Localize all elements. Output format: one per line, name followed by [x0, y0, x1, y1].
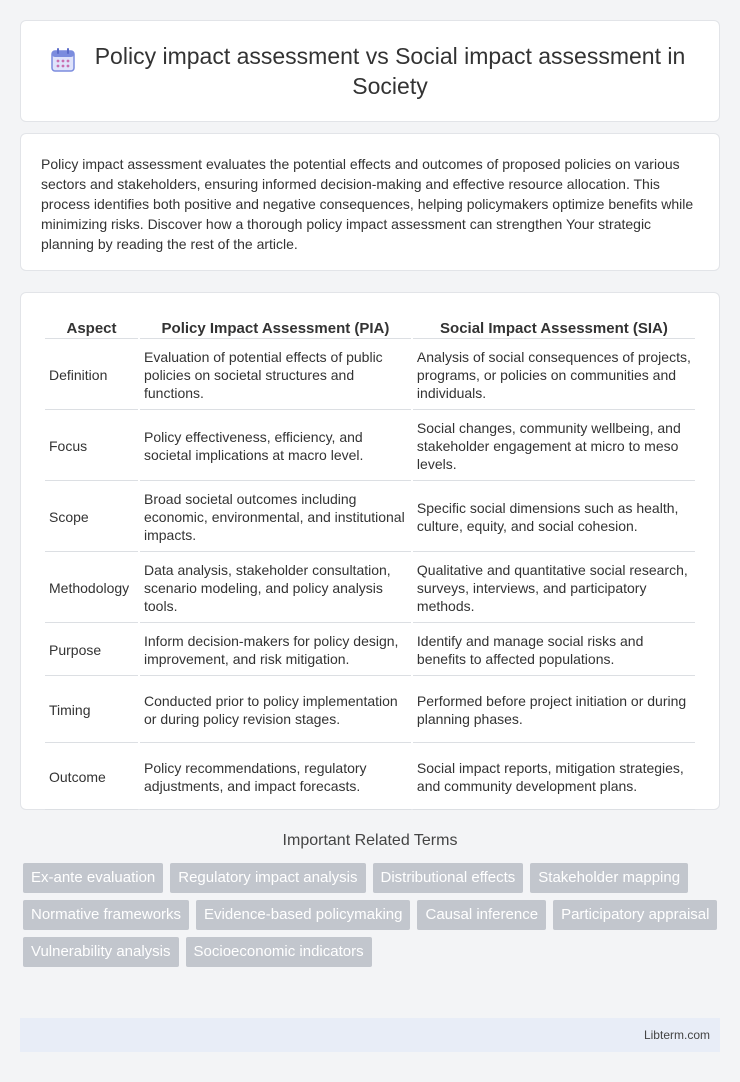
related-term-tag[interactable]: Ex-ante evaluation	[23, 863, 163, 893]
row-aspect: Focus	[45, 412, 138, 481]
related-term-tag[interactable]: Socioeconomic indicators	[186, 937, 372, 967]
row-aspect: Definition	[45, 341, 138, 410]
row-aspect: Methodology	[45, 554, 138, 623]
header-sia: Social Impact Assessment (SIA)	[413, 315, 695, 339]
related-term-tag[interactable]: Vulnerability analysis	[23, 937, 179, 967]
title-card	[20, 20, 720, 122]
row-sia: Identify and manage social risks and benefits to affected populations.	[413, 625, 695, 676]
related-term-tag[interactable]: Evidence-based policymaking	[196, 900, 410, 930]
related-term-tag[interactable]: Participatory appraisal	[553, 900, 717, 930]
header-aspect: Aspect	[45, 315, 138, 339]
row-sia: Analysis of social consequences of projects, programs, or policies on communities and individuals.	[413, 341, 695, 410]
comparison-table	[43, 313, 697, 812]
row-pia: Policy recommendations, regulatory adjustments, and impact forecasts.	[140, 745, 411, 810]
footer-site-link[interactable]: Libterm.com	[643, 1028, 710, 1042]
related-terms-list	[23, 863, 723, 967]
related-term-tag[interactable]: Distributional effects	[373, 863, 524, 893]
row-aspect: Purpose	[45, 625, 138, 676]
related-terms-heading: Important Related Terms	[282, 832, 458, 849]
related-term-tag[interactable]: Causal inference	[417, 900, 546, 930]
footer	[20, 1018, 720, 1052]
row-sia: Specific social dimensions such as health, culture, equity, and social cohesion.	[413, 483, 695, 552]
table-row	[45, 554, 695, 623]
table-row	[45, 625, 695, 676]
related-term-tag[interactable]: Regulatory impact analysis	[170, 863, 365, 893]
intro-text: Policy impact assessment evaluates the potential effects and outcomes of proposed policies on various sectors and stakeholders, ensuring informed decision-making and effective resource allocation. This process identifies both positive and negative consequences, helping policymakers optimize benefits while minimizing risks. Discover how a thorough policy impact assessment can strengthen Your strategic planning by reading the rest of the article.	[41, 156, 694, 252]
row-sia: Social impact reports, mitigation strategies, and community development plans.	[413, 745, 695, 810]
table-row	[45, 412, 695, 481]
row-sia: Social changes, community wellbeing, and stakeholder engagement at micro to meso levels.	[413, 412, 695, 481]
intro-card	[20, 133, 720, 271]
row-sia: Qualitative and quantitative social research, surveys, interviews, and participatory methods.	[413, 554, 695, 623]
row-aspect: Timing	[45, 678, 138, 743]
row-aspect: Outcome	[45, 745, 138, 810]
row-aspect: Scope	[45, 483, 138, 552]
table-row	[45, 745, 695, 810]
row-sia: Performed before project initiation or during planning phases.	[413, 678, 695, 743]
row-pia: Policy effectiveness, efficiency, and societal implications at macro level.	[140, 412, 411, 481]
row-pia: Broad societal outcomes including economic, environmental, and institutional impacts.	[140, 483, 411, 552]
related-term-tag[interactable]: Normative frameworks	[23, 900, 189, 930]
table-header-row	[45, 315, 695, 339]
header-pia: Policy Impact Assessment (PIA)	[140, 315, 411, 339]
row-pia: Inform decision-makers for policy design, improvement, and risk mitigation.	[140, 625, 411, 676]
row-pia: Evaluation of potential effects of public policies on societal structures and functions.	[140, 341, 411, 410]
row-pia: Conducted prior to policy implementation or during policy revision stages.	[140, 678, 411, 743]
table-row	[45, 483, 695, 552]
table-row	[45, 678, 695, 743]
row-pia: Data analysis, stakeholder consultation, scenario modeling, and policy analysis tools.	[140, 554, 411, 623]
table-row	[45, 341, 695, 410]
page-title: Policy impact assessment vs Social impact assessment in Society	[94, 43, 686, 99]
comparison-table-card	[20, 292, 720, 810]
related-term-tag[interactable]: Stakeholder mapping	[530, 863, 688, 893]
